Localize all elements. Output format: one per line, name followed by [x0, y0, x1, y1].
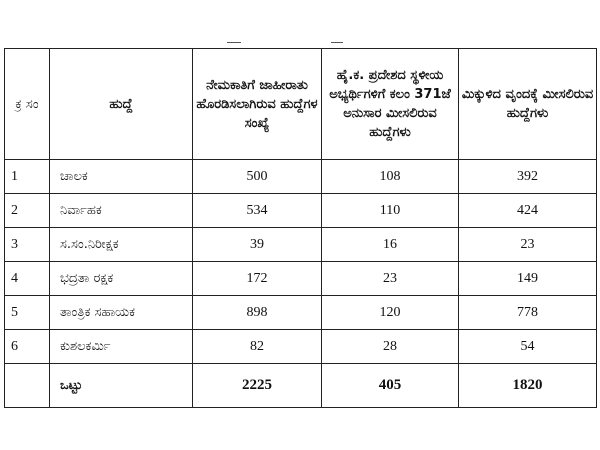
row-serial: 1 [5, 160, 50, 194]
total-label: ಒಟ್ಟು [50, 364, 193, 408]
table-row [5, 228, 597, 262]
row-hk-reserved: 108 [322, 160, 459, 194]
row-hk-reserved: 110 [322, 194, 459, 228]
row-advertised: 39 [193, 228, 322, 262]
table-header-row [5, 49, 597, 160]
row-hk-reserved: 28 [322, 330, 459, 364]
header-serial: ಕ್ರ ಸಂ [5, 49, 50, 160]
row-serial: 6 [5, 330, 50, 364]
row-remaining: 54 [459, 330, 597, 364]
table-row [5, 262, 597, 296]
table-row [5, 194, 597, 228]
header-hk-reserved: ಹೈ.ಕ. ಪ್ರದೇಶದ ಸ್ಥಳೀಯ ಅಭ್ಯರ್ಥಿಗಳಿಗೆ ಕಲಂ 371ಜೆ ಅನುಸಾರ ಮೀಸಲಿರುವ ಹುದ್ದೆಗಳು [322, 49, 459, 160]
table-row [5, 296, 597, 330]
total-advertised: 2225 [193, 364, 322, 408]
row-serial: 2 [5, 194, 50, 228]
header-remaining: ಮಿಕ್ಕುಳಿದ ವೃಂದಕ್ಕೆ ಮೀಸಲಿರುವ ಹುದ್ದೆಗಳು [459, 49, 597, 160]
row-remaining: 149 [459, 262, 597, 296]
header-advertised: ನೇಮಕಾತಿಗೆ ಜಾಹೀರಾತು ಹೊರಡಿಸಲಾಗಿರುವ ಹುದ್ದೆಗಳ ಸಂಖ್ಯೆ [193, 49, 322, 160]
table-row [5, 330, 597, 364]
row-post: ನಿರ್ವಾಹಕ [50, 194, 193, 228]
total-row [5, 364, 597, 408]
row-advertised: 82 [193, 330, 322, 364]
row-advertised: 534 [193, 194, 322, 228]
header-dash-right [331, 42, 343, 43]
row-remaining: 424 [459, 194, 597, 228]
row-hk-reserved: 120 [322, 296, 459, 330]
row-hk-reserved: 16 [322, 228, 459, 262]
row-remaining: 778 [459, 296, 597, 330]
row-post: ಚಾಲಕ [50, 160, 193, 194]
total-hk-reserved: 405 [322, 364, 459, 408]
row-serial: 3 [5, 228, 50, 262]
row-post: ಭದ್ರತಾ ರಕ್ಷಕ [50, 262, 193, 296]
header-dash-left [227, 42, 241, 43]
total-remaining: 1820 [459, 364, 597, 408]
row-advertised: 898 [193, 296, 322, 330]
row-post: ಸ.ಸಂ.ನಿರೀಕ್ಷಕ [50, 228, 193, 262]
posts-table [4, 48, 597, 408]
row-serial: 4 [5, 262, 50, 296]
row-remaining: 392 [459, 160, 597, 194]
row-hk-reserved: 23 [322, 262, 459, 296]
table-row [5, 160, 597, 194]
row-post: ಕುಶಲಕರ್ಮಿ [50, 330, 193, 364]
row-remaining: 23 [459, 228, 597, 262]
total-serial [5, 364, 50, 408]
header-post: ಹುದ್ದೆ [50, 49, 193, 160]
row-advertised: 172 [193, 262, 322, 296]
row-advertised: 500 [193, 160, 322, 194]
row-serial: 5 [5, 296, 50, 330]
row-post: ತಾಂತ್ರಿಕ ಸಹಾಯಕ [50, 296, 193, 330]
